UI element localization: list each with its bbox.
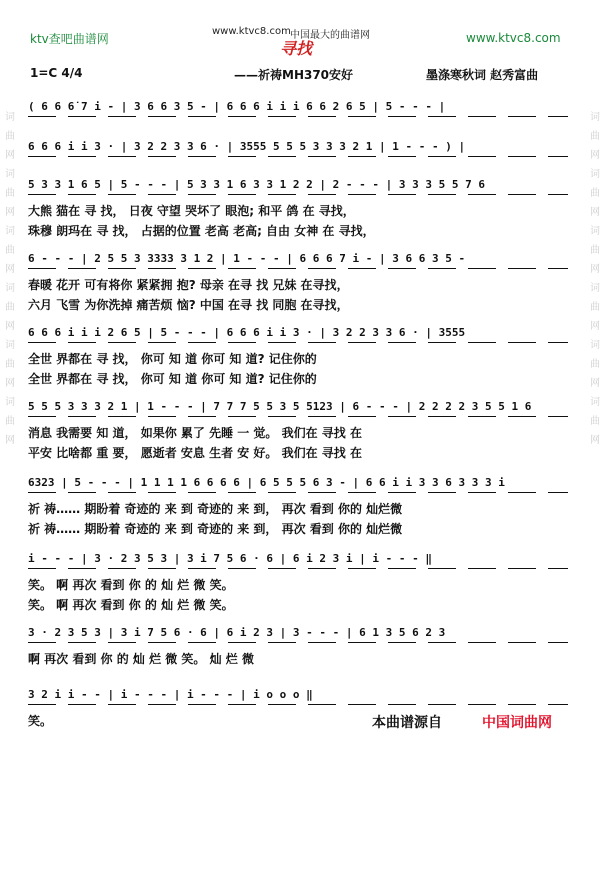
lyric-line-1: 笑。 <box>28 714 53 728</box>
source-site: 中国词曲网 <box>482 715 552 731</box>
watermark-char: 曲 <box>590 131 600 142</box>
watermark-char: 曲 <box>590 359 600 370</box>
beam-lines <box>28 416 568 417</box>
notation-line: 6 6 6 i i i 2 6 5 | 5 - - - | 6 6 6 i i 3 · | 3 2 2 3 3 6 · | 3555 <box>28 326 466 339</box>
watermark-char: 词 <box>5 112 15 123</box>
watermark-char: 词 <box>590 397 600 408</box>
lyric-line-2: 祈 祷…… 期盼着 奇迹的 来 到 奇迹的 来 到， 再次 看到 你的 灿烂微 <box>28 522 403 536</box>
beam-lines <box>28 568 568 569</box>
watermark-left <box>3 0 17 873</box>
watermark-char: 曲 <box>5 131 15 142</box>
watermark-char: 曲 <box>590 416 600 427</box>
source-label: 本曲谱源自 <box>372 715 442 731</box>
watermark-char: 网 <box>5 435 15 446</box>
watermark-char: 词 <box>590 112 600 123</box>
watermark-char: 词 <box>590 340 600 351</box>
watermark-right <box>588 0 602 873</box>
notation-line: 6323 | 5 - - - | 1 1 1 1 6 6 6 6 | 6 5 5 5 6 3 - | 6 6 i i 3 3 6 3 3 3 i <box>28 476 505 489</box>
watermark-char: 曲 <box>5 359 15 370</box>
key-signature: 1=C 4/4 <box>30 66 83 80</box>
watermark-char: 网 <box>590 321 600 332</box>
notation-line: 5 3 3 1 6 5 | 5 - - - | 5 3 3 1 6 3 3 1 2 2 | 2 - - - | 3 3 3 5 5 7 6 <box>28 178 485 191</box>
beam-lines <box>28 492 568 493</box>
watermark-char: 网 <box>590 378 600 389</box>
watermark-char: 曲 <box>5 245 15 256</box>
beam-lines <box>28 156 568 157</box>
lyric-line-1: 春暖 花开 可有将你 紧紧拥 抱? 母亲 在寻 找 兄妹 在寻找， <box>28 278 349 292</box>
lyric-line-1: 消息 我需要 知 道， 如果你 累了 先睡 一 觉。 我们在 寻找 在 <box>28 426 362 440</box>
notation-line: i - - - | 3 · 2 3 5 3 | 3 i 7 5 6 · 6 | 6 i 2 3 i | i - - - ‖ <box>28 552 432 565</box>
beam-lines <box>28 342 568 343</box>
notation-line: 6 6 6 i i 3 · | 3 2 2 3 3 6 · | 3555 5 5 5 3 3 3 2 1 | 1 - - - ) | <box>28 140 466 153</box>
beam-lines <box>28 116 568 117</box>
watermark-char: 网 <box>590 207 600 218</box>
watermark-char: 曲 <box>5 302 15 313</box>
lyric-line-1: 笑。 啊 再次 看到 你 的 灿 烂 微 笑。 <box>28 578 234 592</box>
watermark-char: 曲 <box>5 188 15 199</box>
watermark-char: 词 <box>5 226 15 237</box>
watermark-char: 网 <box>5 207 15 218</box>
beam-lines <box>28 194 568 195</box>
watermark-char: 网 <box>590 435 600 446</box>
watermark-char: 词 <box>5 169 15 180</box>
beam-lines <box>28 268 568 269</box>
watermark-char: 网 <box>5 321 15 332</box>
notation-line: 3 · 2 3 5 3 | 3 i 7 5 6 · 6 | 6 i 2 3 | 3 - - - | 6 1 3 5 6 2 3 <box>28 626 446 639</box>
notation-line: ( 6 6 6̇ 7 i - | 3 6 6 3 5 - | 6 6 6 i i i 6 6 2 6 5 | 5 - - - | <box>28 100 446 113</box>
lyric-line-1: 啊 再次 看到 你 的 灿 烂 微 笑。 灿 烂 微 <box>28 652 254 666</box>
lyric-line-2: 六月 飞雪 为你洗掉 痛苦烦 恼? 中国 在寻 找 同胞 在寻找， <box>28 298 349 312</box>
beam-lines <box>28 642 568 643</box>
beam-lines <box>28 704 568 705</box>
left-site-name: ktv查吧曲谱网 <box>30 32 109 46</box>
watermark-char: 网 <box>5 150 15 161</box>
header-url: www.ktvc8.com <box>212 26 291 37</box>
watermark-char: 词 <box>5 340 15 351</box>
watermark-char: 词 <box>590 283 600 294</box>
watermark-char: 词 <box>590 169 600 180</box>
notation-line: 6 - - - | 2 5 5 3 3333 3 1 2 | 1 - - - | 6 6 6 7 i - | 3 6 6 3 5 - <box>28 252 466 265</box>
notation-line: 3 2 i i - - | i - - - | i - - - | i o o o ‖ <box>28 688 313 701</box>
watermark-char: 词 <box>5 397 15 408</box>
song-title: 寻找 <box>280 39 313 58</box>
watermark-char: 曲 <box>5 416 15 427</box>
lyric-line-1: 全世 界都在 寻 找， 你可 知 道 你可 知 道? 记住你的 <box>28 352 317 366</box>
lyric-line-2: 珠穆 朗玛在 寻 找， 占据的位置 老高 老高; 自由 女神 在 寻找， <box>28 224 375 238</box>
watermark-char: 词 <box>5 283 15 294</box>
watermark-char: 曲 <box>590 245 600 256</box>
watermark-char: 词 <box>590 226 600 237</box>
watermark-char: 网 <box>5 378 15 389</box>
lyric-line-2: 平安 比啥都 重 要， 愿逝者 安息 生者 安 好。 我们在 寻找 在 <box>28 446 362 460</box>
notation-line: 5 5 5 3 3 3 2 1 | 1 - - - | 7 7 7 5 5 3 5 5123 | 6 - - - | 2 2 2 2 3 5 5 1 6 <box>28 400 532 413</box>
song-credits: 墨涤寒秋词 赵秀富曲 <box>426 68 539 82</box>
watermark-char: 曲 <box>590 302 600 313</box>
lyric-line-1: 祈 祷…… 期盼着 奇迹的 来 到 奇迹的 来 到， 再次 看到 你的 灿烂微 <box>28 502 403 516</box>
watermark-char: 网 <box>5 264 15 275</box>
song-subtitle: ——祈祷MH370安好 <box>234 68 354 82</box>
watermark-char: 网 <box>590 150 600 161</box>
right-site-url: www.ktvc8.com <box>466 31 561 45</box>
lyric-line-2: 全世 界都在 寻 找， 你可 知 道 你可 知 道? 记住你的 <box>28 372 317 386</box>
watermark-char: 网 <box>590 264 600 275</box>
lyric-line-2: 笑。 啊 再次 看到 你 的 灿 烂 微 笑。 <box>28 598 234 612</box>
header-tagline: 中国最大的曲谱网 <box>290 30 370 41</box>
lyric-line-1: 大熊 猫在 寻 找， 日夜 守望 哭坏了 眼泡; 和平 鸽 在 寻找， <box>28 204 355 218</box>
watermark-char: 曲 <box>590 188 600 199</box>
